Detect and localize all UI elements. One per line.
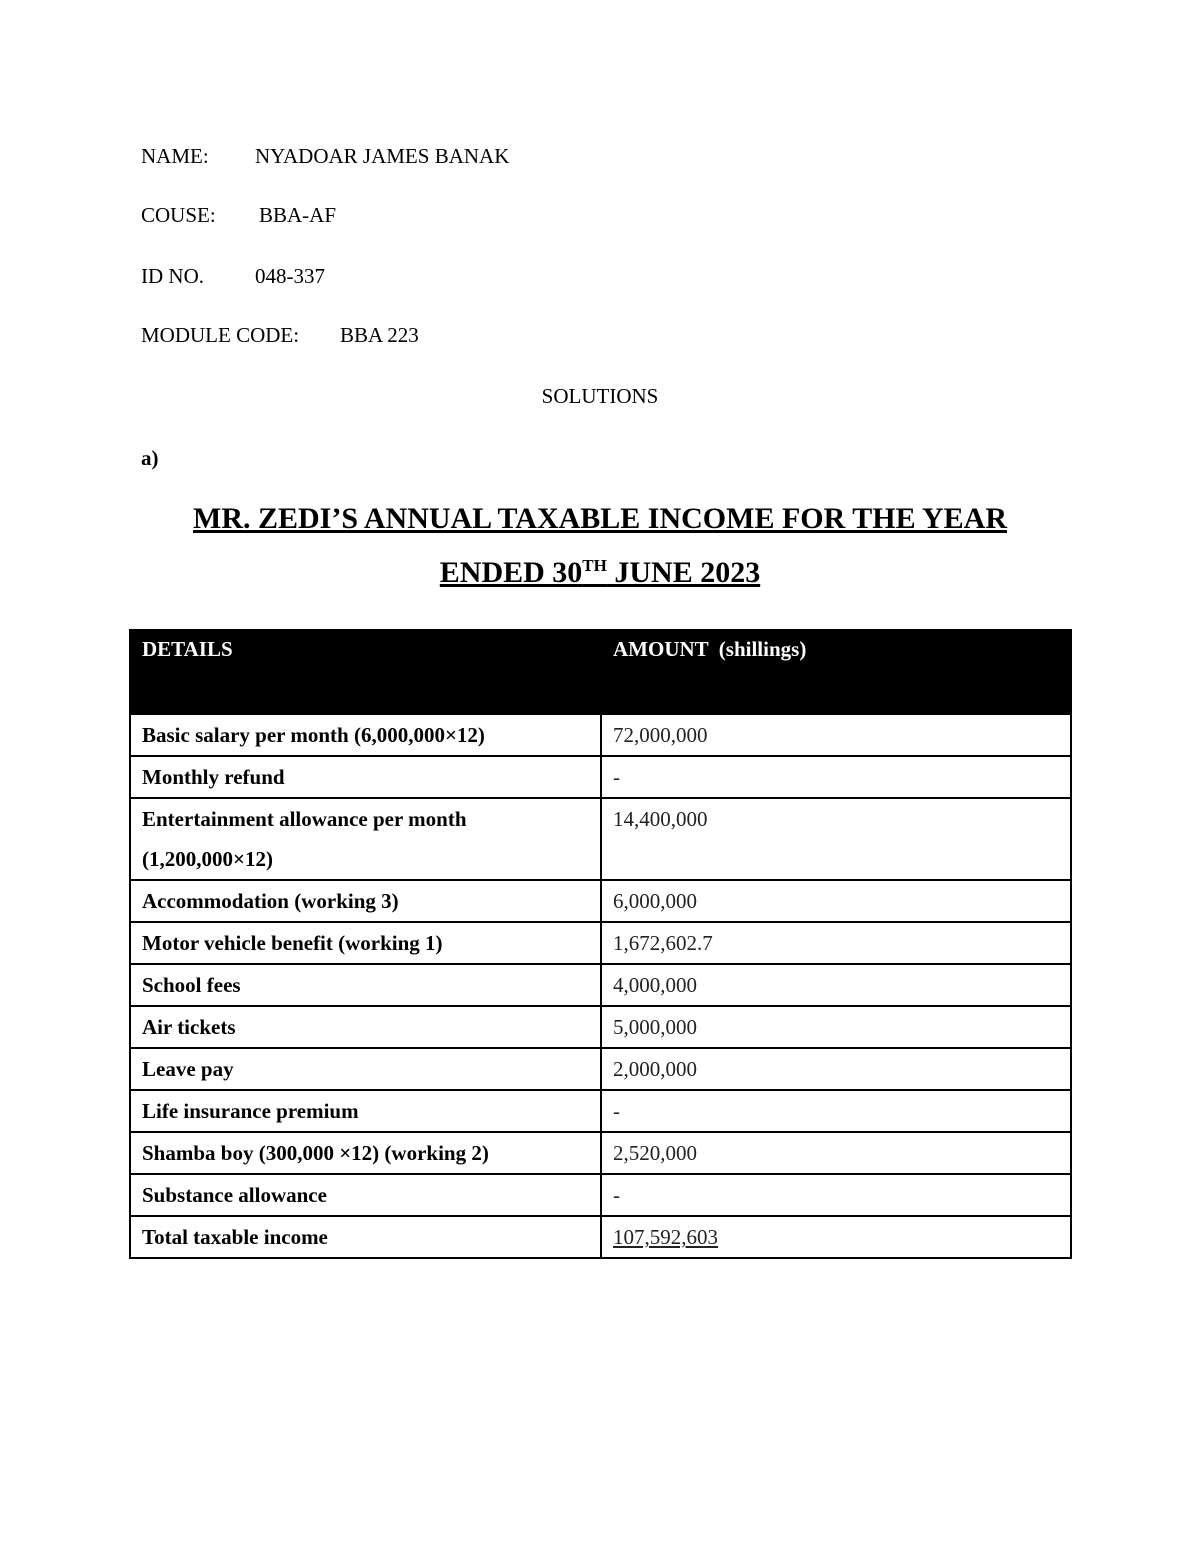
table-row [130, 1048, 1071, 1090]
row-amount: 2,000,000 [601, 1048, 1071, 1090]
id-label: ID NO. [141, 264, 204, 288]
id-line [141, 264, 325, 289]
row-detail: Motor vehicle benefit (working 1) [130, 922, 601, 964]
course-line [141, 203, 336, 228]
id-value: 048-337 [255, 264, 325, 288]
row-detail: Entertainment allowance per month (1,200,000×12) [130, 798, 601, 880]
course-value: BBA-AF [259, 203, 337, 227]
row-detail: Air tickets [130, 1006, 601, 1048]
header-details: DETAILS [130, 630, 601, 714]
table-row [130, 798, 1071, 880]
name-label: NAME: [141, 144, 209, 168]
table-row [130, 964, 1071, 1006]
course-label: COUSE: [141, 203, 216, 227]
total-amount [601, 1216, 1071, 1258]
row-amount: 2,520,000 [601, 1132, 1071, 1174]
module-line [141, 323, 419, 348]
table-row [130, 1006, 1071, 1048]
row-amount: 72,000,000 [601, 714, 1071, 756]
solutions-heading: SOLUTIONS [541, 384, 659, 408]
row-detail: Shamba boy (300,000 ×12) (working 2) [130, 1132, 601, 1174]
total-label: Total taxable income [130, 1216, 601, 1258]
row-detail: Monthly refund [130, 756, 601, 798]
title-line-2-post: JUNE 2023 [606, 556, 761, 589]
table-row-total [130, 1216, 1071, 1258]
table-row [130, 880, 1071, 922]
row-amount: - [601, 1174, 1071, 1216]
title-line-2-pre: ENDED 30 [439, 556, 583, 589]
name-value: NYADOAR JAMES BANAK [255, 144, 510, 168]
row-amount: 1,672,602.7 [601, 922, 1071, 964]
table-row [130, 714, 1071, 756]
module-value: BBA 223 [340, 323, 419, 347]
table-row [130, 756, 1071, 798]
row-detail: Life insurance premium [130, 1090, 601, 1132]
title-line-2 [0, 556, 1200, 590]
part-label: a) [141, 446, 159, 470]
header-amount: AMOUNT (shillings) [601, 630, 1071, 714]
row-detail: Accommodation (working 3) [130, 880, 601, 922]
row-detail: School fees [130, 964, 601, 1006]
name-line [141, 144, 509, 169]
row-detail: Substance allowance [130, 1174, 601, 1216]
row-amount: 14,400,000 [601, 798, 1071, 880]
row-amount: 6,000,000 [601, 880, 1071, 922]
row-amount: - [601, 1090, 1071, 1132]
table-row [130, 1174, 1071, 1216]
table-row [130, 922, 1071, 964]
row-amount: 5,000,000 [601, 1006, 1071, 1048]
taxable-income-table [129, 629, 1072, 1259]
total-amount-value: 107,592,603 [613, 1225, 718, 1249]
table-header-row [130, 630, 1071, 714]
row-detail: Leave pay [130, 1048, 601, 1090]
table-row [130, 1090, 1071, 1132]
module-label: MODULE CODE: [141, 323, 300, 347]
row-amount: 4,000,000 [601, 964, 1071, 1006]
title-superscript: TH [582, 556, 607, 575]
row-detail: Basic salary per month (6,000,000×12) [130, 714, 601, 756]
table-row [130, 1132, 1071, 1174]
row-amount: - [601, 756, 1071, 798]
title-line-1: MR. ZEDI’S ANNUAL TAXABLE INCOME FOR THE YEAR [193, 502, 1007, 535]
